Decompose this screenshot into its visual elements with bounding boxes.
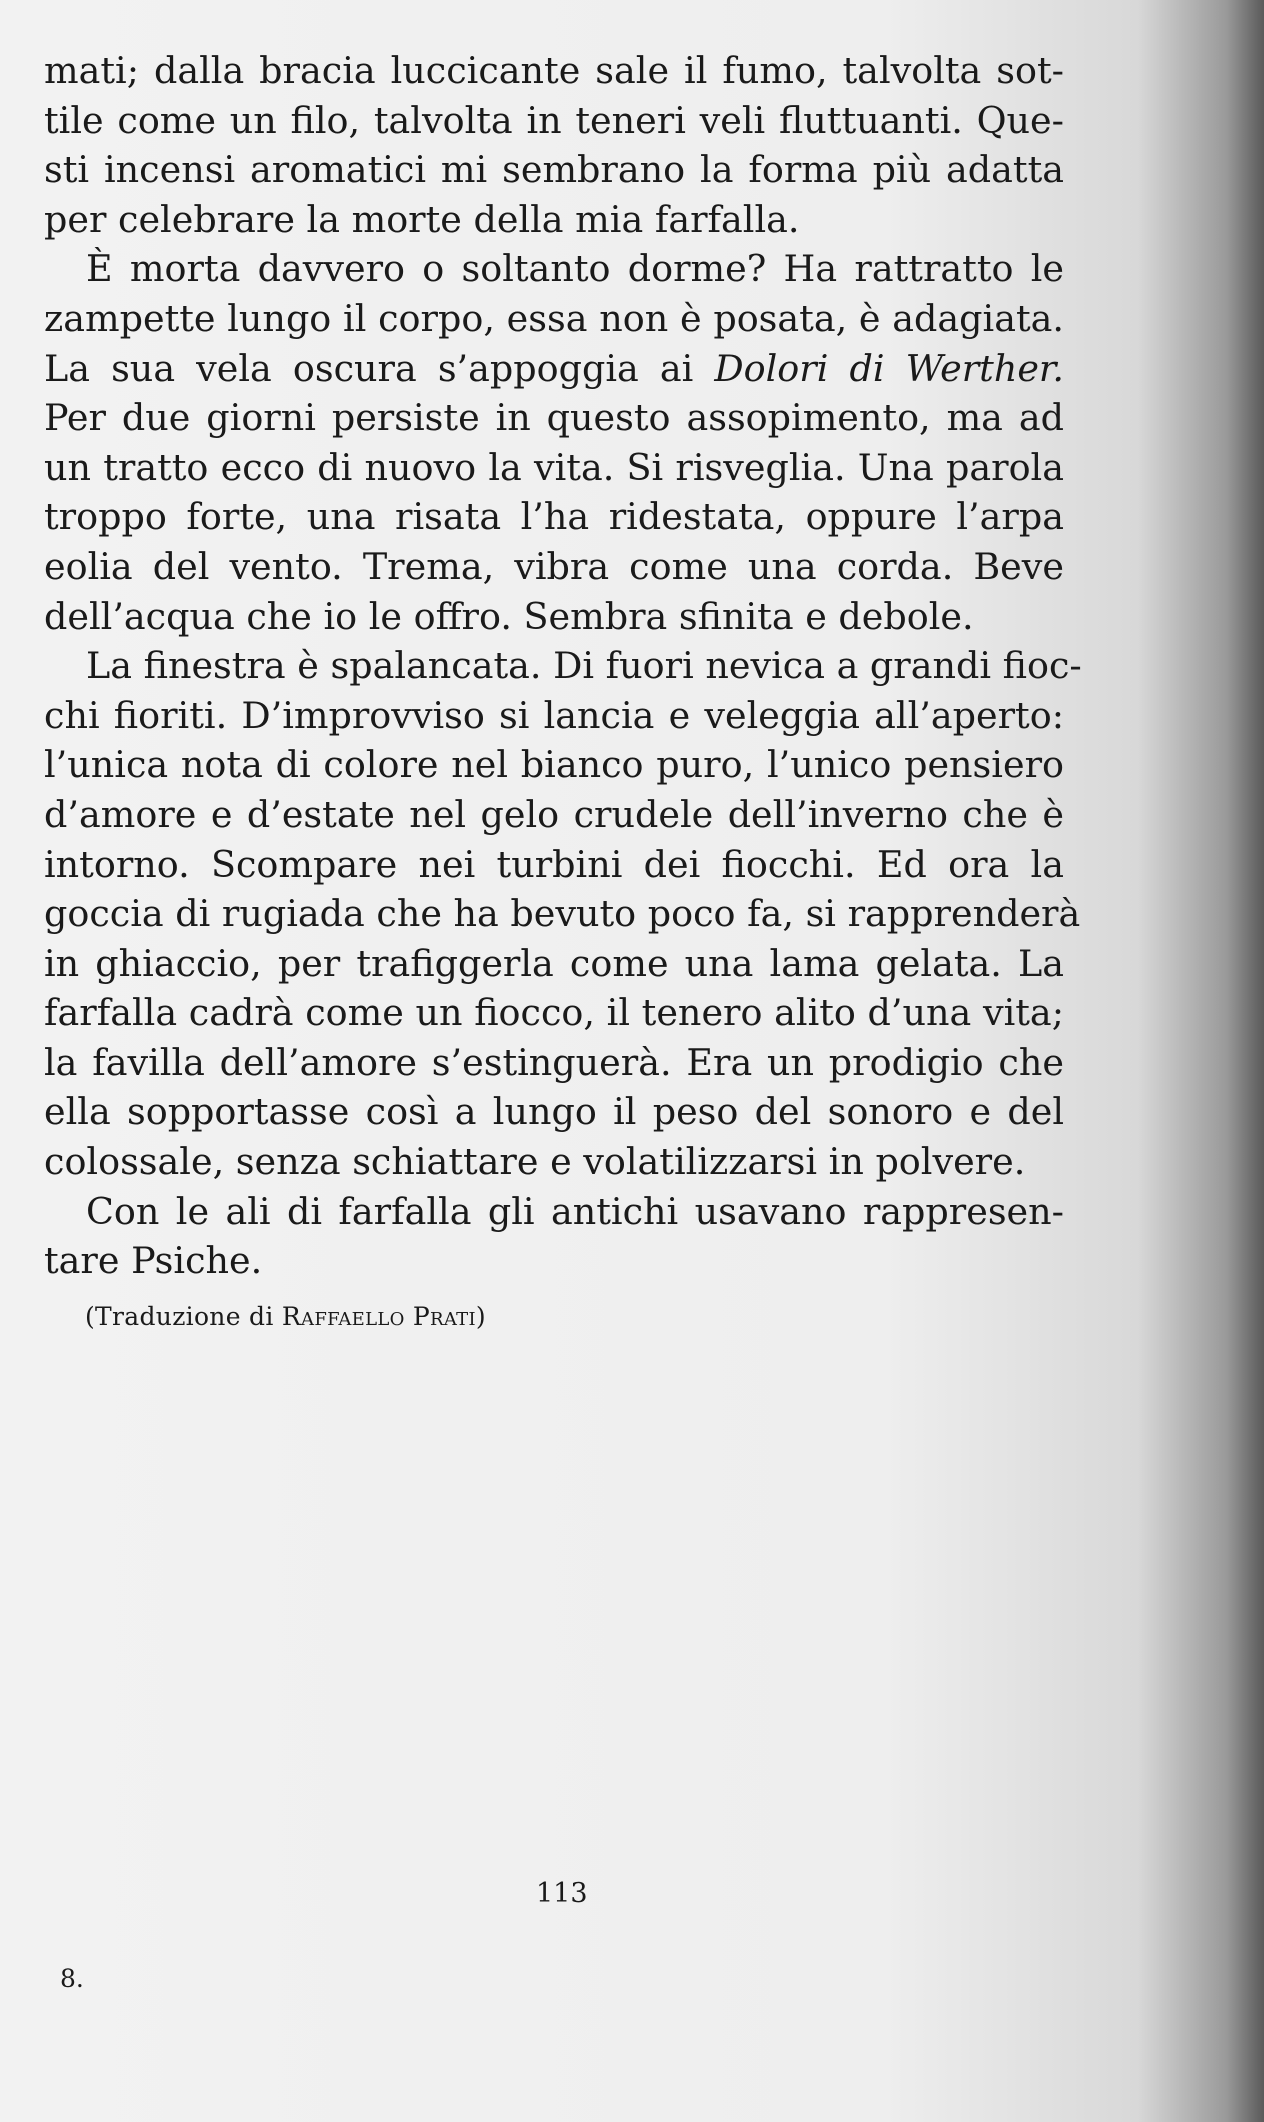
text-line: un tratto ecco di nuovo la vita. Si risveglia. Una parola	[44, 445, 1064, 489]
text-line: per celebrare la morte della mia farfalla.	[44, 197, 800, 241]
text-line: in ghiaccio, per trafiggerla come una lama gelata. La	[44, 941, 1064, 985]
text-line: colossale, senza schiattare e volatilizzarsi in polvere.	[44, 1140, 1026, 1184]
credit-prefix: (Traduzione di	[85, 1302, 282, 1331]
text-line: intorno. Scompare nei turbini dei fiocchi. Ed ora la	[44, 842, 1064, 886]
text-line: sti incensi aromatici mi sembrano la forma più adatta	[44, 148, 1064, 192]
body-text	[44, 46, 1082, 1286]
text-line: ella sopportasse così a lungo il peso del sonoro e del	[44, 1090, 1064, 1134]
text-line: È morta davvero o soltanto dorme? Ha rattratto le	[86, 247, 1064, 291]
text-line: Con le ali di farfalla gli antichi usavano rappresen-	[86, 1189, 1064, 1233]
text-line: zampette lungo il corpo, essa non è posata, è adagiata.	[44, 296, 1064, 340]
text-line: goccia di rugiada che ha bevuto poco fa, si rapprenderà	[44, 892, 1081, 936]
text-segment: La sua vela oscura s’appoggia ai	[44, 346, 694, 390]
translation-credit	[85, 1302, 486, 1331]
text-line: chi fioriti. D’improvviso si lancia e veleggia all’aperto:	[44, 693, 1064, 737]
text-line: d’amore e d’estate nel gelo crudele dell’inverno che è	[44, 792, 1064, 836]
text-line: farfalla cadrà come un fiocco, il tenero alito d’una vita;	[44, 991, 1064, 1035]
text-line: la favilla dell’amore s’estinguerà. Era un prodigio che	[44, 1040, 1064, 1084]
text-line: tile come un filo, talvolta in teneri veli fluttuanti. Que-	[44, 98, 1064, 142]
text-line: Per due giorni persiste in questo assopimento, ma ad	[44, 396, 1064, 440]
text-line: eolia del vento. Trema, vibra come una corda. Beve	[44, 544, 1064, 588]
text-line: La finestra è spalancata. Di fuori nevica a grandi fioc-	[86, 644, 1082, 688]
text-line: dell’acqua che io le offro. Sembra sfinita e debole.	[44, 594, 974, 638]
text-line: l’unica nota di colore nel bianco puro, l’unico pensiero	[44, 743, 1064, 787]
translator-name: Raffaello Prati	[281, 1302, 476, 1331]
signature-mark: 8.	[60, 1964, 84, 1993]
book-title-reference: Dolori di Werther.	[714, 346, 1064, 390]
text-line: troppo forte, una risata l’ha ridestata, oppure l’arpa	[44, 495, 1064, 539]
text-line	[44, 344, 1064, 394]
text-line: tare Psiche.	[44, 1239, 263, 1283]
credit-suffix: )	[475, 1302, 486, 1331]
page-number: 113	[536, 1878, 588, 1909]
text-line: mati; dalla bracia luccicante sale il fumo, talvolta sot-	[44, 49, 1064, 92]
